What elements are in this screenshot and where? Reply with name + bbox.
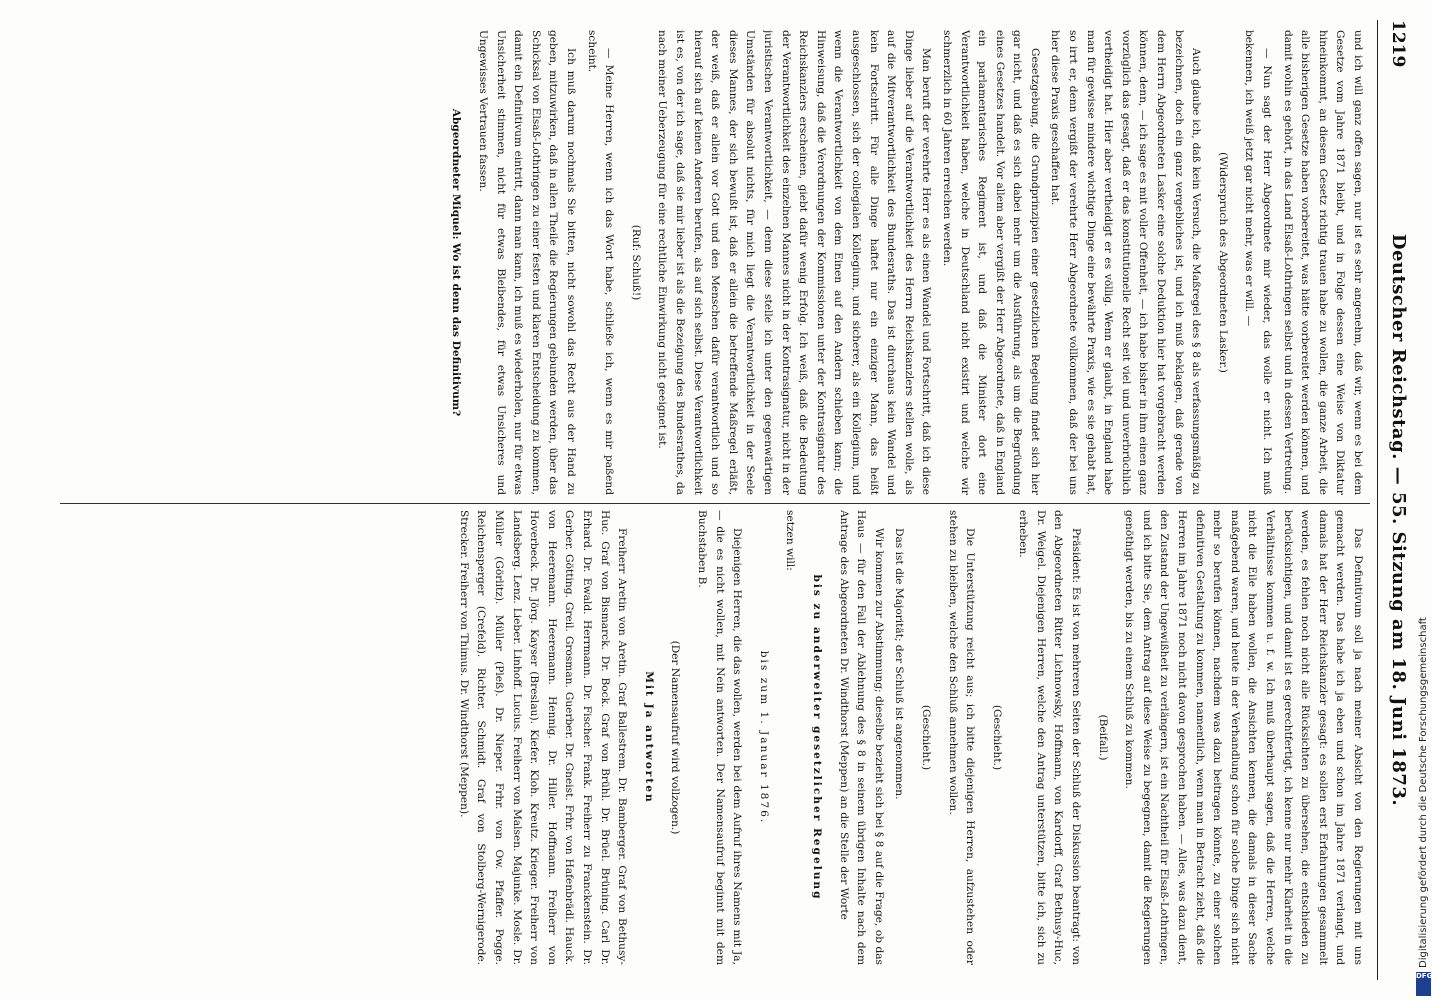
paragraph: Man beruft der verehrte Herr es als einen Wandel und Fortschritt, daß ich diese Dinge lieber auf die Verantwortlichkeit des Herrn Reichskanzlers stellen wolle, als auf die Mitverantwortlichkeit des Bundesraths. Das ist durchaus kein Wandel und kein Fortschritt. Für alle Dinge haftet nur ein einziger Mann, das heißt ausgeschlossen, sich der collegialen Kollegium, und sicherer, als ein Kollegium, und wenn die Verantwortlichkeit von dem Einen auf den Andern schieben kann; die Hinweisung, daß die Verordnungen der Kommissionen unter der Kontrasignatur des Reichskanzlers erscheinen, giebt dafür wenig Erfolg. Ich weiß, daß die Bedeutung der Verantwortlichkeit des einzelnen Mannes nicht in der Kontrasignatur, nicht in der juristischen Verantwortlichkeit, — denn diese stelle ich unter den gegenwärtigen Umständen für absolut nichts, für mich liegt die Verantwortlichkeit in der Seele dieses Mannes, der sich bewußt ist, daß er allein die betreffende Maßregel erläßt, der weiß, daß er allein vor Gott und den Menschen dafür verantwortlich und so hierauf sich auf keinen Anderen berufen, als auf sich selbst. Diese Verantwortlichkeit ist es, von der ich sage, daß sie mir lieber ist als die Bezeigung des Bundesrathes, da nach meiner Ueberzeugung für eine rechtliche Einwirkung nicht geeignet ist. — [656, 30, 933, 495]
paragraph: — Meine Herren, wenn ich das Wort habe, schließe ich, wenn es mir paßend scheint. — [585, 30, 616, 495]
quoted-phrase: bis zu anderweiter gesetzlicher Regelung — [810, 574, 823, 901]
paragraph: Gesetzgebung, die Grundprinzipien einer gesetzlichen Regelung findet sich hier gar nicht, und daß es sich dabei mehr um die Ausführung, als um die Begründung eines Gesetzes handelt. Vor allem aber vergißt der Herr Abgeordnete, daß in England ein parlamentarisches Regiment ist, und daß die Minister dort eine Verantwortlichkeit haben, welche in Deutschland nicht existirt und welche wir schmerzlich in 60 Jahren erreichen werden. — [940, 30, 1041, 495]
page-number: 1219 — [1388, 20, 1408, 68]
paragraph: Das ist die Majorität; der Schluß ist angenommen. — [893, 528, 906, 800]
dfg-logo-icon: DFG — [1416, 972, 1431, 996]
paragraph: setzen will: — [784, 510, 797, 571]
paragraph: Wir kommen zur Abstimmung; dieselbe bezieht sich bei § 8 auf die Frage, ob das Haus — für den Fall der Ablehnung des § 8 in seinem übrigen Inhalte nach dem Antrage des Abgeordneten Dr. Windthorst (Meppen) an die Stelle der Worte — [837, 510, 885, 965]
paragraph: Auch glaube ich, daß kein Versuch, die Maßregel des § 8 als verfassungsmäßig zu bezeichnen, doch ein ganz vergebliches ist, und ich muß beklagen, daß gerade von dem Herrn Abgeordneten Lasker eine solche Deduktion hier hat vorgebracht werden können, denn, — ich sage es mit voller Offenheit, — ich habe bisher in ihm einen ganz vorzüglich das gesagt, daß er das konstitutionelle Recht seit viel und unverbrüchlich vertheidigt hat. Hier aber vertheidigt er es völlig. Wenn er glaubt, in England habe man für gewisse mindere wichtige Dinge eine bewährte Praxis, wie es sie gehabt hat, so irrt er, denn vergißt der verehrte Herr Abgeordnete vollkommen, daß der bei uns hier diese Praxis geschaffen hat. — [1049, 30, 1203, 495]
vote-heading: Mit Ja antworten — [642, 671, 655, 804]
interjection: Abgeordneter Miquel: Wo ist denn das Definitivum? — [450, 108, 463, 417]
member-list: Freiherr Aretin von Aretin. Graf Ballestrem. Dr. Bamberger. Graf von Bethusy-Huc. Graf von Bismarck. Dr. Bock. Graf von Brühl. Dr. Brüel. Brüning. Carl Dr. Erhard. Dr. Ewald. Herrmann. Dr. Fischer. Frank. Freiherr zu Franckenstein. Dr. Gerber. Götting. Greil. Grosman. Guerber. Dr. Gneist. Frhr. von Hafenbrädl. Hauck. von Heeremann. Heeremann. Hennig. Dr. Hiller. Hoffmann. Freiherr von Hoverbeck. Dr. Jörg. Kayser (Breslau). Kiefer. Kloh. Kreutz. Krieger. Freiherr von Landsberg. Lenz. Lieber. Linhoff. Lucius. Freiherr von Malsen. Majunke. Mosle. Dr. Müller (Görlitz). Müller (Pleß). Dr. Nieper. Frhr. von Ow. Pfaffer. Pogge. Reichensperger (Crefeld). Richter. Schmidt. Graf von Stolberg-Wernigerode. Strecker. Freiherr von Thimus. Dr. Windthorst (Meppen). — [457, 510, 629, 965]
stage-direction: (Ruf: Schluß!) — [629, 224, 642, 301]
paragraph: Die Unterstützung reicht aus; ich bitte diejenigen Herren, aufzustehen oder stehen zu bleiben, welche den Schluß annehmen wollen. — [946, 510, 977, 965]
stage-direction: (Der Namensaufruf wird vollzogen.) — [669, 640, 682, 835]
paragraph: und ich will ganz offen sagen, nur ist es sehr angenehm, daß wir, wenn es bei dem Gesetze vom Jahre 1871 bleibt, und in Folge dessen eine Weise von Diktatur hineinkommt, an diesem Gesetz richtig trauen habe zu wollen, die ganze Arbeit, die alle bisherigen Gesetze haben vorbereitet, was hätte vorbereitet werden können, und damit wohin es gehört, in das Land Elsaß-Lothringen selbst und in dessen Vertretung. — [1281, 30, 1364, 495]
paragraph: Diejenigen Herren, die das wollen, werden bei dem Aufruf ihres Namens mit Ja, — die es nicht wollen, mit Nein antworten. Der Namensaufruf beginnt mit dem Buchstaben B. — [696, 510, 744, 965]
left-column — [66, 30, 1366, 495]
column-divider — [60, 503, 1370, 504]
paragraph: Ich muß darum nochmals Sie bitten, nicht sowohl das Recht aus der Hand zu geben, mitzuwirken, daß in allen Theile die Regierungen gebunden werden, über das Schicksal von Elsaß-Lothringen zu einer festen und klaren Entscheidung zu kommen, damit ein Definitivum eintritt, dann man kann, ich muß es wiederholen, nur für etwas Unsicherheit stimmen, nicht für etwas Bleibendes, für etwas Unsicheres und Ungewisses Vertrauen fassen. — [477, 30, 578, 495]
paragraph: Das Definitivum soll ja nach meiner Absicht von den Regierungen mit uns gemacht werden. Das habe ich ja eben und schon im Jahre 1871 verlangt, und damals hat der Herr Reichskanzler gesagt: es sollen erst Erfahrungen gesammelt werden, es fehlen noch nicht alle Rücksichten zu übersehen, die entschieden zu berücksichtigen, und damit ist es gerechtfertigt, ich kenne nur mehr Klarheit in die Verhältnisse kommen u. f. w. Ich muß überhaupt sagen, daß die Herren, welche nicht die Eile haben wollen, die Ansichten kennen, die damals in dieser Sache maßgebend waren, und heute in der Verhandlung schon für solche Dinge sich nicht mehr so berufen können, nachdem was dazu beitragen könnte, zu einer solchen definitiven Gestaltung zu kommen, namentlich, wenn man in Betracht zieht, daß die Herren im Jahre 1871 noch nicht davon gesprochen haben. — Alles, was dazu dient, den Zustand der Ungewißheit zu verlängern, ist ein Nachtheil für Elsaß-Lothringen, und ich bitte Sie, dem Antrag auf diese Weise zu begegnen, damit die Regierungen genöthigt werden, bis zu einem Schluß zu kommen. — [1123, 510, 1364, 965]
stage-direction: (Geschieht.) — [919, 704, 932, 771]
paragraph: Präsident: Es ist von mehreren Seiten der Schluß der Diskussion beantragt: von den Abgeordneten Ritter Lichnowsky, Hoffmann, von Kardorff, Graf Bethusy-Huc, Dr. Weigel. Diejenigen Herren, welche den Antrag unterstützen, bitte ich, sich zu erheben. — [1017, 510, 1083, 965]
stage-direction: (Beifall.) — [1096, 714, 1109, 761]
digitization-footer — [1415, 0, 1432, 1000]
right-column — [66, 510, 1366, 965]
page-header — [1377, 20, 1414, 980]
quoted-phrase: bis zum 1. Januar 1876. — [757, 650, 770, 825]
stage-direction: (Geschieht.) — [990, 704, 1003, 771]
paragraph: — Nun sagt der Herr Abgeordnete mir wieder, das wolle er nicht. Ich muß bekennen, ich weiß jetzt gar nicht mehr, was er will. — — [1243, 30, 1274, 495]
stage-direction: (Widerspruch des Abgeordneten Lasker.) — [1216, 152, 1229, 373]
funding-notice: Digitalisierung gefördert durch die Deutsche Forschungsgemeinschaft — [1418, 617, 1429, 968]
running-title: Deutscher Reichstag. — 55. Sitzung am 18. Juni 1873. — [1388, 233, 1409, 807]
